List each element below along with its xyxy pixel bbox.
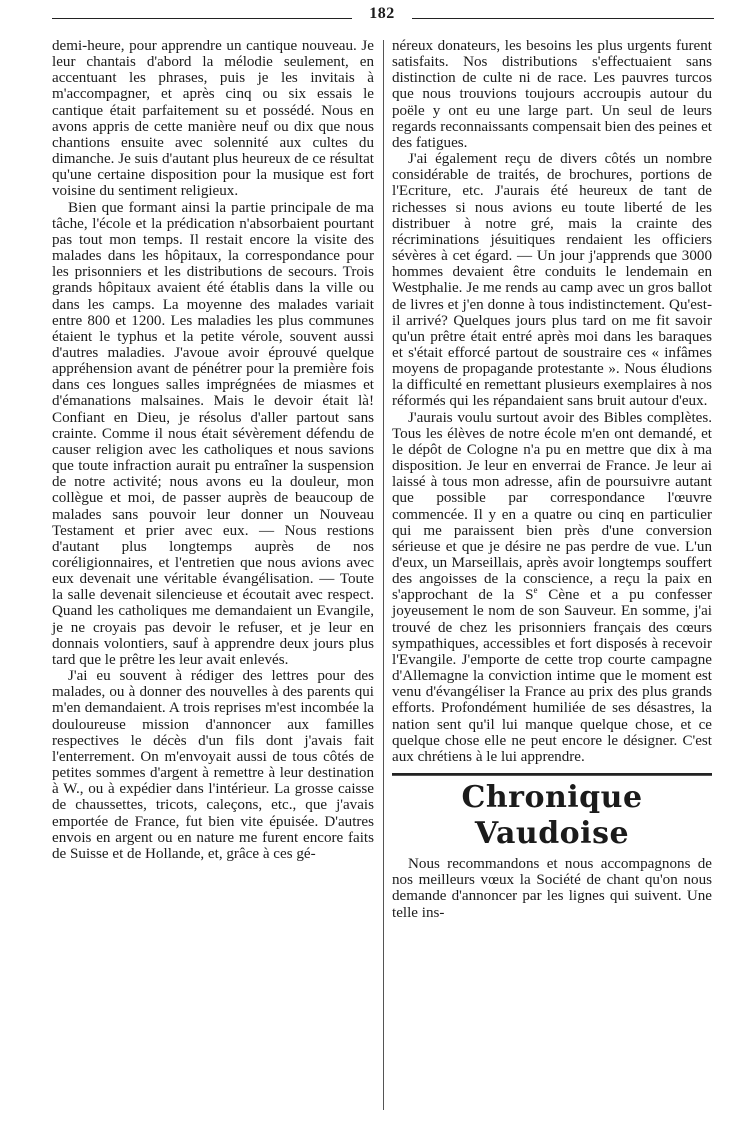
page-header bbox=[52, 4, 714, 32]
paragraph: J'ai eu souvent à rédiger des lettres pour des malades, ou à donner des nouvelles à des parents qui m'en demandaient. A trois reprises m'est incombée la douloureuse mission d'annoncer aux familles respectives le décès d'un fils dont j'avais fait l'enterrement. On m'envoyait aussi de tous côtés de petites sommes d'argent à remettre à leur destination à W., ou à expédier dans l'intérieur. La grosse caisse de chaussettes, tricots, caleçons, etc., que j'avais emportée de France, fut bien vite épuisée. D'autres envois en argent ou en nature me furent encore faits de Suisse et de Hollande, et, grâce à ces gé- bbox=[52, 668, 374, 862]
paragraph-text: Cène et a pu confesser joyeusement le nom de son Sauveur. En somme, j'ai trouvé de chez les prisonniers français des cœurs sympathiques, accessibles et fort disposés à recevoir l'Evangile. J'emporte de cette trop courte campagne d'Allemagne la conviction intime que le moment est venu d'évangéliser la France au prix des plus grands efforts. Profondément humiliée de ses désastres, la nation sent qu'il lui manque quelque chose, et ce quelque chose elle ne peut encore le désigner. C'est aux chrétiens à le lui apprendre. bbox=[392, 587, 713, 765]
page-number: 182 bbox=[369, 5, 395, 22]
paragraph-text: J'aurais voulu surtout avoir des Bibles complètes. Tous les élèves de notre école m'en ont demandé, et le dépôt de Cologne n'a pu en mettre que dix à ma disposition. Je leur en enverrai de France. Je leur ai laissé à tous mon adresse, afin de poursuivre autant que possible par correspondance l'œuvre commencée. Il y en a quatre ou cinq en particulier qui me paraissent bien près d'une conversion sérieuse et que je désire ne pas perdre de vue. L'un d'eux, un Marseillais, après avoir longtemps souffert des angoisses de la conscience, a reçu la paix en s'approchant de la S bbox=[392, 409, 712, 604]
paragraph: néreux donateurs, les besoins les plus urgents furent satisfaits. Nos distributions s'effectuaient sans distinction de culte ni de race. Les pauvres turcos que nous trouvions toujours accroupis autour du poële y ont eu une large part. Un seul de leurs regards reconnaissants compensait bien des peines et des fatigues. bbox=[392, 38, 712, 151]
section-title: Chronique Vaudoise bbox=[461, 780, 643, 852]
paragraph: J'ai également reçu de divers côtés un nombre considérable de traités, de brochures, portions de l'Ecriture, etc. J'aurais été heureux de tant de richesses si nous avions eu toute liberté de les distribuer à notre gré, mais la crainte des récriminations jésuitiques rendaient les officiers sévères à cet égard. — Un jour j'apprends que 3000 hommes devaient être conduits le lendemain en Westphalie. Je me rends au camp avec un gros ballot de livres et j'en donne à tous indistinctement. Qu'est-il arrivé? Quelques jours plus tard on me fit savoir qu'un prêtre était entré après moi dans les baraques et s'était efforcé partout de soustraire ces « infâmes moyens de propagande protestante ». Nous éludions la difficulté en remettant plusieurs exemplaires à nos réformés qui les répandaient sans bruit autour d'eux. bbox=[392, 151, 712, 410]
header-rule-left bbox=[52, 18, 352, 19]
left-column bbox=[52, 38, 374, 862]
section-rule bbox=[392, 773, 712, 776]
right-column bbox=[392, 38, 712, 921]
section-paragraph: Nous recommandons et nous accompagnons de nos meilleurs vœux la Société de chant qu'on nous demande d'annoncer par les lignes qui suivent. Une telle ins- bbox=[392, 856, 712, 921]
header-rule-right bbox=[412, 18, 714, 19]
superscript: e bbox=[533, 585, 538, 596]
paragraph bbox=[392, 410, 712, 765]
column-divider bbox=[383, 40, 384, 1110]
paragraph: Bien que formant ainsi la partie principale de ma tâche, l'école et la prédication n'absorbaient pourtant pas tout mon temps. Il restait encore la visite des malades dans les hôpitaux, la correspondance pour les prisonniers et les distributions de secours. Trois grands hôpitaux avaient été établis dans la ville ou dans les camps. La moyenne des malades variait entre 800 et 1200. Les maladies les plus communes étaient le typhus et la petite vérole, souvent aussi d'autres maladies. J'avoue avoir éprouvé quelque appréhension avant de pénétrer pour la première fois dans ces longues salles imprégnées de miasmes et d'émanations malsaines. Mais le devoir était là! Confiant en Dieu, je résolus d'aller partout sans crainte. Comme il nous était sévèrement défendu de causer religion avec les catholiques et nous savions que toute infraction aurait pu entraîner la suspension de notre activité; nous avons eu la douleur, mon collègue et moi, de passer auprès de beaucoup de malades sans pouvoir leur donner un Nouveau Testament et prier avec eux. — Nous restions d'autant plus longtemps auprès de nos coréligionnaires, et l'entretien que nous avions avec eux devenait une véritable évangélisation. — Toute la salle devenait silencieuse et écoutait avec respect. Quand les catholiques me demandaient un Evangile, je ne croyais pas devoir le refuser, et je leur en donnais volontiers, sauf à apprendre deux jours plus tard que le prêtre les leur avait enlevés. bbox=[52, 199, 374, 668]
paragraph: demi-heure, pour apprendre un cantique nouveau. Je leur chantais d'abord la mélodie seulement, en accentuant les phrases, puis je les invitais à m'accompagner, et après cinq ou six essais le cantique était parfaitement su et possédé. Nous en avons appris de cette manière neuf ou dix que nous chantions ensuite avec solennité aux cultes du dimanche. Je suis d'autant plus heureux de ce résultat qu'une certaine disposition pour la musique est fort voisine du sentiment religieux. bbox=[52, 38, 374, 200]
